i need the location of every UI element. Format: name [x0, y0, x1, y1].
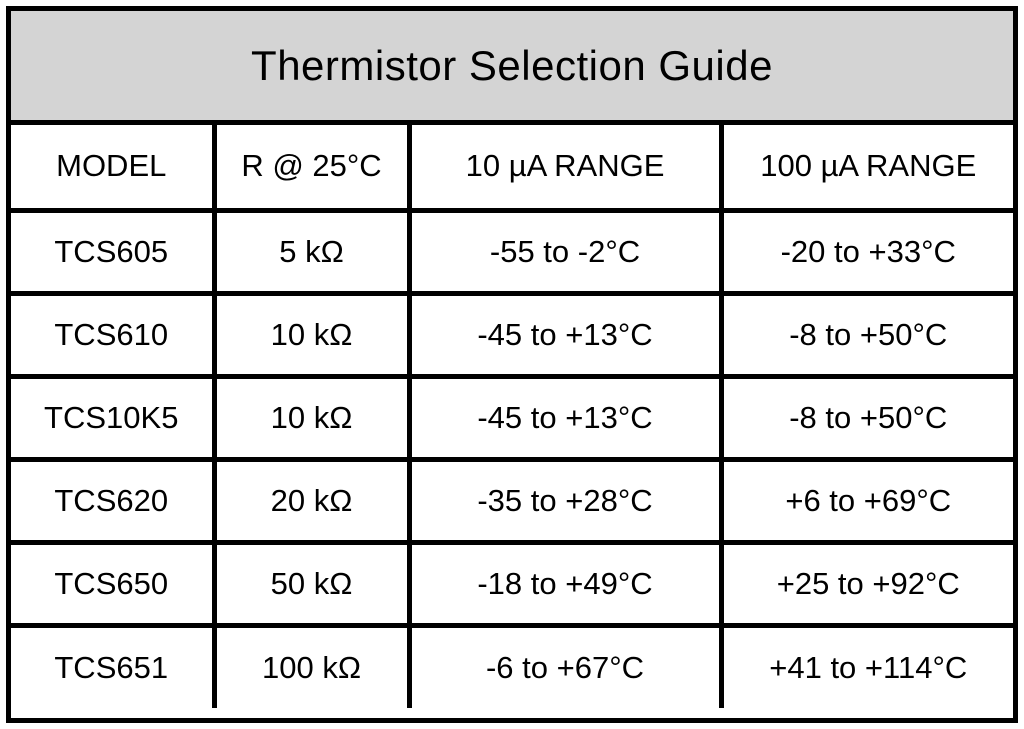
cell-range-10ua: -6 to +67°C [409, 625, 721, 708]
cell-resistance: 100 kΩ [214, 625, 409, 708]
cell-resistance: 10 kΩ [214, 293, 409, 376]
table-row [11, 542, 1013, 625]
table-row [11, 459, 1013, 542]
cell-model: TCS650 [11, 542, 214, 625]
cell-range-10ua: -45 to +13°C [409, 376, 721, 459]
cell-model: TCS610 [11, 293, 214, 376]
cell-range-10ua: -45 to +13°C [409, 293, 721, 376]
cell-model: TCS651 [11, 625, 214, 708]
cell-range-10ua: -18 to +49°C [409, 542, 721, 625]
cell-model: TCS620 [11, 459, 214, 542]
cell-range-10ua: -35 to +28°C [409, 459, 721, 542]
specification-table [11, 125, 1013, 708]
cell-resistance: 5 kΩ [214, 210, 409, 293]
cell-resistance: 10 kΩ [214, 376, 409, 459]
cell-resistance: 50 kΩ [214, 542, 409, 625]
table-header-row [11, 125, 1013, 210]
table-row [11, 210, 1013, 293]
column-header-range-100ua: 100 µA RANGE [721, 125, 1013, 210]
cell-range-100ua: -20 to +33°C [721, 210, 1013, 293]
page-title: Thermistor Selection Guide [251, 41, 773, 89]
thermistor-selection-table [6, 6, 1018, 723]
cell-range-100ua: +41 to +114°C [769, 649, 968, 685]
column-header-range-10ua: 10 µA RANGE [409, 125, 721, 210]
cell-range-100ua: +25 to +92°C [721, 542, 1013, 625]
column-header-model: MODEL [11, 125, 214, 210]
cell-resistance: 20 kΩ [214, 459, 409, 542]
cell-range-100ua: +6 to +69°C [721, 459, 1013, 542]
table-row [11, 376, 1013, 459]
cell-model: TCS605 [11, 210, 214, 293]
cell-range-100ua: -8 to +50°C [721, 376, 1013, 459]
cell-model: TCS10K5 [11, 376, 214, 459]
table-title-bar [11, 11, 1013, 125]
cell-range-100ua: -8 to +50°C [721, 293, 1013, 376]
table-row [11, 625, 1013, 708]
cell-range-10ua: -55 to -2°C [409, 210, 721, 293]
column-header-resistance: R @ 25°C [214, 125, 409, 210]
table-row [11, 293, 1013, 376]
